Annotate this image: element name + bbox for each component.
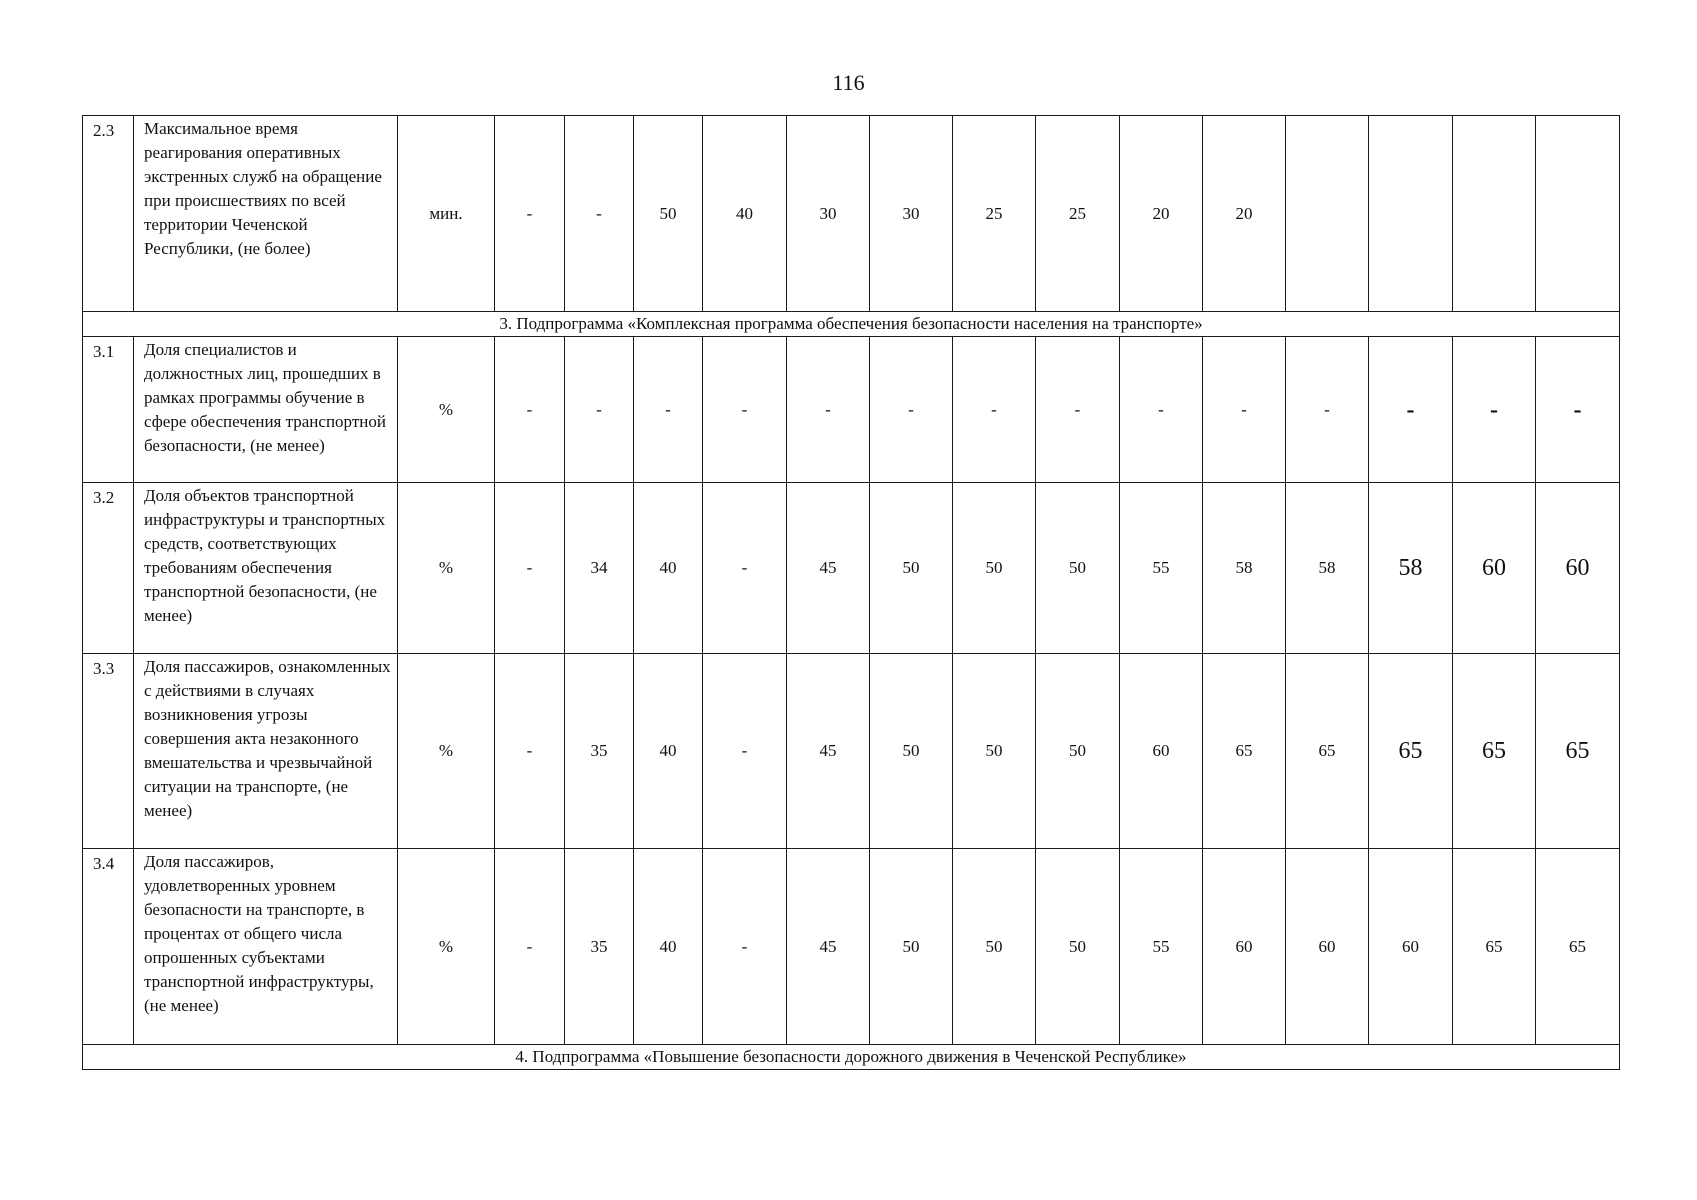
value-cell: 30 bbox=[787, 116, 870, 312]
value-cell: 65 bbox=[1536, 654, 1620, 849]
value-cell: 35 bbox=[565, 654, 634, 849]
value-cell: 65 bbox=[1536, 849, 1620, 1045]
value-cell: 65 bbox=[1369, 654, 1453, 849]
value-cell: 50 bbox=[1036, 654, 1120, 849]
value-cell: 50 bbox=[1036, 849, 1120, 1045]
row-number: 3.2 bbox=[83, 483, 134, 654]
value-cell: - bbox=[1536, 337, 1620, 483]
row-number: 3.3 bbox=[83, 654, 134, 849]
value-cell: 50 bbox=[953, 483, 1036, 654]
value-cell: 58 bbox=[1203, 483, 1286, 654]
value-cell: - bbox=[1369, 337, 1453, 483]
unit-cell: % bbox=[398, 849, 495, 1045]
section-row bbox=[83, 1045, 1620, 1070]
value-cell: - bbox=[703, 849, 787, 1045]
row-number: 3.4 bbox=[83, 849, 134, 1045]
value-cell: 50 bbox=[953, 849, 1036, 1045]
value-cell: 50 bbox=[1036, 483, 1120, 654]
value-cell: - bbox=[703, 337, 787, 483]
value-cell: - bbox=[1453, 337, 1536, 483]
indicator-name: Доля пассажиров, удовлетворенных уровнем безопасности на транспорте, в процентах от общего числа опрошенных субъектами транспортной инфраструктуры, (не менее) bbox=[134, 849, 398, 1045]
table-row bbox=[83, 849, 1620, 1045]
unit-cell: % bbox=[398, 654, 495, 849]
value-cell: 50 bbox=[634, 116, 703, 312]
value-cell bbox=[1536, 116, 1620, 312]
value-cell: - bbox=[1036, 337, 1120, 483]
table-row bbox=[83, 337, 1620, 483]
table-row bbox=[83, 654, 1620, 849]
value-cell: - bbox=[1286, 337, 1369, 483]
value-cell: - bbox=[953, 337, 1036, 483]
value-cell: 58 bbox=[1369, 483, 1453, 654]
value-cell: 65 bbox=[1286, 654, 1369, 849]
value-cell: 45 bbox=[787, 849, 870, 1045]
value-cell: 55 bbox=[1120, 849, 1203, 1045]
value-cell: - bbox=[495, 849, 565, 1045]
row-number: 2.3 bbox=[83, 116, 134, 312]
value-cell: 65 bbox=[1453, 849, 1536, 1045]
value-cell: - bbox=[495, 116, 565, 312]
value-cell: - bbox=[495, 654, 565, 849]
value-cell: - bbox=[1120, 337, 1203, 483]
value-cell: - bbox=[870, 337, 953, 483]
value-cell: 40 bbox=[703, 116, 787, 312]
value-cell: 35 bbox=[565, 849, 634, 1045]
value-cell: 50 bbox=[870, 654, 953, 849]
value-cell: 40 bbox=[634, 483, 703, 654]
section-row bbox=[83, 312, 1620, 337]
value-cell: 55 bbox=[1120, 483, 1203, 654]
value-cell: - bbox=[703, 654, 787, 849]
indicator-name: Максимальное время реагирования оперативных экстренных служб на обращение при происшествиях по всей территории Чеченской Республики, (не более) bbox=[134, 116, 398, 312]
value-cell: 34 bbox=[565, 483, 634, 654]
value-cell: 45 bbox=[787, 654, 870, 849]
unit-cell: % bbox=[398, 483, 495, 654]
value-cell: - bbox=[495, 483, 565, 654]
value-cell: - bbox=[565, 116, 634, 312]
value-cell: 25 bbox=[1036, 116, 1120, 312]
page-number: 116 bbox=[832, 70, 865, 95]
indicators-table bbox=[82, 115, 1620, 1070]
value-cell: - bbox=[1203, 337, 1286, 483]
value-cell: 25 bbox=[953, 116, 1036, 312]
value-cell: - bbox=[703, 483, 787, 654]
value-cell: 40 bbox=[634, 654, 703, 849]
value-cell: 20 bbox=[1203, 116, 1286, 312]
value-cell: 20 bbox=[1120, 116, 1203, 312]
value-cell bbox=[1286, 116, 1369, 312]
value-cell: - bbox=[634, 337, 703, 483]
unit-cell: мин. bbox=[398, 116, 495, 312]
value-cell: 50 bbox=[953, 654, 1036, 849]
value-cell: 40 bbox=[634, 849, 703, 1045]
value-cell bbox=[1453, 116, 1536, 312]
value-cell: 60 bbox=[1203, 849, 1286, 1045]
value-cell: 45 bbox=[787, 483, 870, 654]
value-cell: 65 bbox=[1203, 654, 1286, 849]
value-cell bbox=[1369, 116, 1453, 312]
value-cell: 30 bbox=[870, 116, 953, 312]
section-title: 4. Подпрограмма «Повышение безопасности дорожного движения в Чеченской Республике» bbox=[83, 1045, 1620, 1070]
indicator-name: Доля объектов транспортной инфраструктуры и транспортных средств, соответствующих требованиям обеспечения транспортной безопасности, (не менее) bbox=[134, 483, 398, 654]
value-cell: 60 bbox=[1369, 849, 1453, 1045]
value-cell: - bbox=[565, 337, 634, 483]
value-cell: 60 bbox=[1453, 483, 1536, 654]
row-number: 3.1 bbox=[83, 337, 134, 483]
value-cell: 50 bbox=[870, 849, 953, 1045]
value-cell: 60 bbox=[1120, 654, 1203, 849]
value-cell: - bbox=[495, 337, 565, 483]
unit-cell: % bbox=[398, 337, 495, 483]
table-row bbox=[83, 483, 1620, 654]
value-cell: 60 bbox=[1286, 849, 1369, 1045]
value-cell: 50 bbox=[870, 483, 953, 654]
section-title: 3. Подпрограмма «Комплексная программа обеспечения безопасности населения на транспорте» bbox=[83, 312, 1620, 337]
indicator-name: Доля специалистов и должностных лиц, прошедших в рамках программы обучение в сфере обеспечения транспортной безопасности, (не менее) bbox=[134, 337, 398, 483]
indicator-name: Доля пассажиров, ознакомленных с действиями в случаях возникновения угрозы совершения акта незаконного вмешательства и чрезвычайной ситуации на транспорте, (не менее) bbox=[134, 654, 398, 849]
value-cell: 65 bbox=[1453, 654, 1536, 849]
value-cell: - bbox=[787, 337, 870, 483]
table-row bbox=[83, 116, 1620, 312]
value-cell: 60 bbox=[1536, 483, 1620, 654]
value-cell: 58 bbox=[1286, 483, 1369, 654]
